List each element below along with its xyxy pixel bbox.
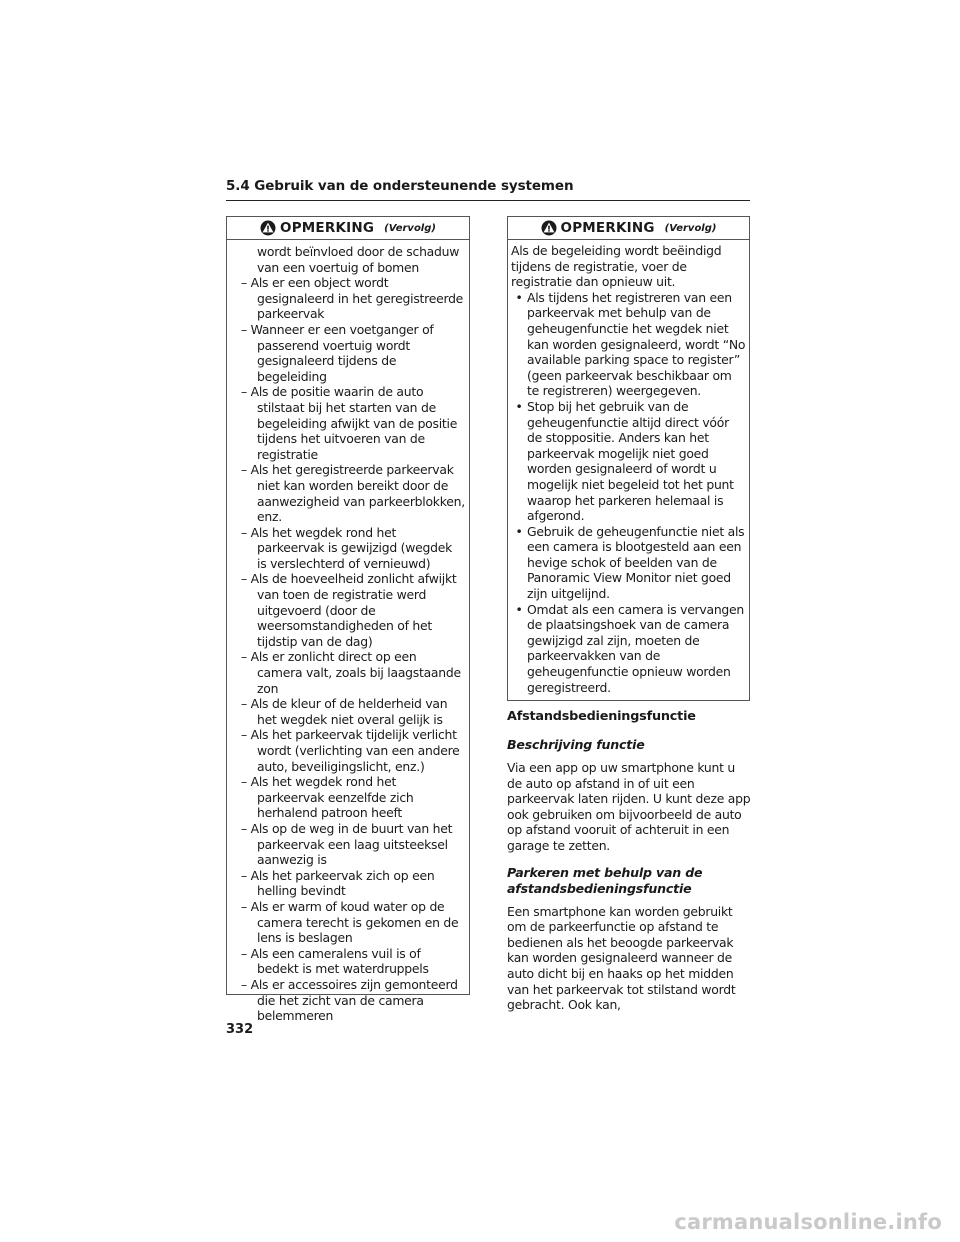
bullet-text: Omdat als een camera is vervangen de plaatsingshoek van de camera gewijzigd zal zijn, moeten de parkeervakken van de geheugenfunctie opnieuw worden geregistreerd. [527, 601, 745, 695]
bullet-marker: • [515, 398, 523, 414]
note-continued: (Vervolg) [384, 222, 436, 234]
note-body [508, 240, 749, 695]
note-intro: Als de begeleiding wordt beëindigd tijdens de registratie, voer de registratie dan opnieuw uit. [511, 243, 722, 290]
note-list-item: – Als de kleur of de helderheid van het wegdek niet overal gelijk is [241, 696, 448, 727]
section-title: 5.4 Gebruik van de ondersteunende systemen [226, 178, 750, 201]
note-body [227, 240, 469, 1024]
note-header [227, 217, 469, 240]
note-list-item: – Als er een object wordt gesignaleerd in het geregistreerde parkeervak [241, 275, 464, 322]
note-list-item: – Als een cameralens vuil is of bedekt is met waterdruppels [241, 945, 429, 977]
note-list-item: – Als het wegdek rond het parkeervak eenzelfde zich herhalend patroon heeft [241, 774, 414, 821]
note-list-item: – Als de hoeveelheid zonlicht afwijkt van toen de registratie werd uitgevoerd (door de weersomstandigheden of het tijdstip van de dag) [241, 571, 457, 649]
bullet-marker: • [515, 523, 523, 539]
subheading-description: Beschrijving functie [507, 737, 645, 752]
watermark: carmanualsonline.info [674, 1210, 942, 1234]
bullet-text: Gebruik de geheugenfunctie niet als een camera is blootgesteld aan een hevige schok of beelden van de Panoramic View Monitor niet goed zijn uitgelijnd. [527, 523, 745, 602]
note-box-right [507, 216, 750, 701]
note-bullet-item [511, 290, 746, 399]
bullet-text: Stop bij het gebruik van de geheugenfunctie altijd direct vóór de stoppositie. Anders kan het parkeervak mogelijk niet goed worden gesignaleerd of wordt u mogelijk niet begeleid tot het punt waarop het parkeren helemaal is afgerond. [527, 398, 734, 524]
note-header [508, 217, 749, 240]
note-bullet-item [511, 399, 746, 524]
right-column-text [507, 708, 751, 1024]
note-title: OPMERKING [560, 220, 655, 236]
note-continuation-text: wordt beïnvloed door de schaduw van een voertuig of bomen [257, 244, 460, 275]
bullet-marker: • [515, 289, 523, 305]
note-list-item: – Als de positie waarin de auto stilstaat bij het starten van de begeleiding afwijkt van de positie tijdens het uitvoeren van de registratie [241, 384, 458, 462]
note-list-item: – Als het parkeervak tijdelijk verlicht wordt (verlichting van een andere auto, beveiligingslicht, enz.) [241, 727, 460, 774]
section-heading: Afstandsbedieningsfunctie [507, 709, 696, 724]
note-bullet-item [511, 602, 746, 696]
bullet-text: Als tijdens het registreren van een parkeervak met behulp van de geheugenfunctie het wegdek niet kan worden gesignaleerd, wordt “No available parking space to register” (geen parkeervak beschikbaar om te registreren) weergegeven. [527, 289, 746, 399]
note-list-item: – Als er zonlicht direct op een camera valt, zoals bij laagstaande zon [241, 649, 461, 696]
note-title: OPMERKING [280, 220, 375, 236]
subheading-remote-parking: Parkeren met behulp van de afstandsbedieningsfunctie [507, 864, 703, 896]
note-list-item: – Als op de weg in de buurt van het parkeervak een laag uitsteeksel aanwezig is [241, 820, 453, 868]
note-list-item: – Als het geregistreerde parkeervak niet kan worden bereikt door de aanwezigheid van parkeerblokken, enz. [241, 462, 465, 525]
note-box-left [226, 216, 470, 1024]
note-list-item: – Als het parkeervak zich op een helling bevindt [241, 867, 435, 899]
paragraph: Een smartphone kan worden gebruikt om de parkeerfunctie op afstand te bedienen als het beoogde parkeervak kan worden gesignaleerd wanneer de auto dicht bij en haaks op het midden van het parkeervak tot stilstand wordt gebracht. Ook kan, [507, 903, 736, 1013]
bullet-marker: • [515, 601, 523, 617]
warning-icon [260, 220, 276, 236]
page-number: 332 [226, 1022, 254, 1037]
paragraph: Via een app op uw smartphone kunt u de auto op afstand in of uit een parkeervak laten rijden. U kunt deze app ook gebruiken om bijvoorbeeld de auto op afstand vooruit of achteruit in een garage te zetten. [507, 760, 751, 853]
note-bullet-item [511, 524, 746, 602]
warning-icon [541, 220, 557, 236]
note-continued: (Vervolg) [664, 222, 717, 234]
note-list-item: – Wanneer er een voetganger of passerend voertuig wordt gesignaleerd tijdens de begeleiding [241, 321, 434, 384]
note-list-item: – Als er accessoires zijn gemonteerd die het zicht van de camera belemmeren [241, 976, 458, 1024]
note-list-item: – Als er warm of koud water op de camera terecht is gekomen en de lens is beslagen [241, 898, 459, 946]
note-list-item: – Als het wegdek rond het parkeervak is gewijzigd (wegdek is verslechterd of vernieuwd) [241, 524, 452, 571]
